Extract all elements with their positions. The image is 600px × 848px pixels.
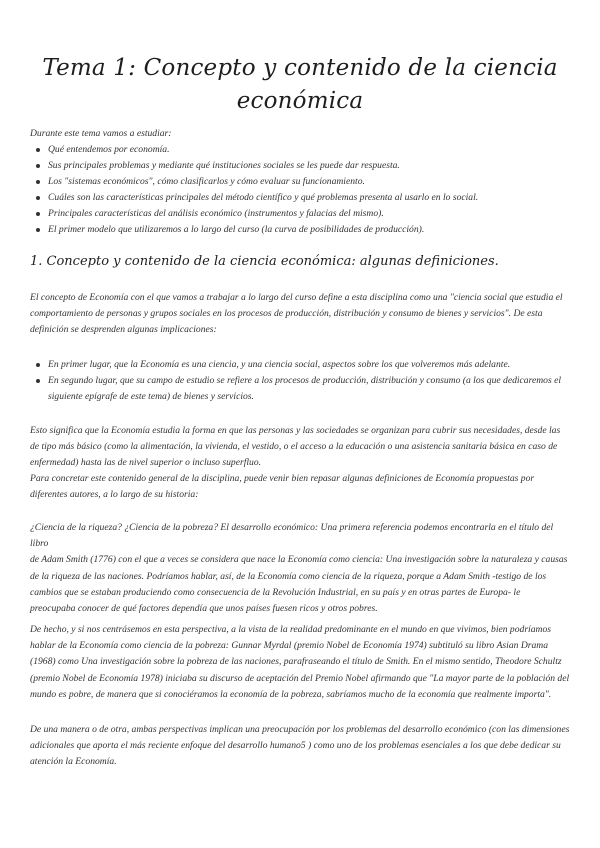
paragraph-line: cambios que se estaban produciendo como consecuencia de la Revolución Industrial, en su país y en otras partes de Europa- le	[30, 586, 521, 598]
list-item	[30, 206, 570, 222]
list-item-text: En segundo lugar, que su campo de estudio se refiere a los procesos de producción, distribución y consumo (a los que dedicaremos el	[48, 375, 562, 387]
paragraph-line: comportamiento de personas y grupos sociales en los procesos de producción, distribución y consumo de bienes y servicios". De esta	[30, 308, 543, 320]
paragraph-line: mundo es pobre, de manera que si conociéramos la economía de la pobreza, sabríamos mucho de la economía que realmente importa".	[30, 688, 552, 700]
title-line-2: económica	[236, 88, 364, 114]
list-item-text: En primer lugar, que la Economía es una ciencia, y una ciencia social, aspectos sobre los que volveremos más adelante.	[48, 359, 511, 370]
bullet-icon	[36, 148, 40, 152]
paragraph-line: El concepto de Economía con el que vamos a trabajar a lo largo del curso define a esta disciplina como una "ciencia social que estudia el	[30, 292, 563, 303]
list-item	[30, 373, 572, 405]
list-item-text: siguiente epígrafe de este tema) de bienes y servicios.	[48, 391, 254, 403]
bullet-icon	[36, 180, 40, 184]
paragraph-line: hablar de la Economía como ciencia de la pobreza: Gunnar Myrdal (premio Nobel de Economía 1974) subtituló su libro Asian Drama	[30, 640, 549, 652]
paragraph-line: (1968) como Una investigación sobre la pobreza de las naciones, parafraseando el título de Smith. En el mismo sentido, Theodore Schultz	[30, 656, 562, 668]
implications-list	[30, 357, 572, 406]
bullet-icon	[36, 228, 40, 232]
list-item-text: Cuáles son las características principales del método científico y qué problemas presenta al usarlo en lo social.	[48, 191, 479, 203]
paragraph-line: De hecho, y si nos centrásemos en esta perspectiva, a la vista de la realidad predominante en el mundo en que vivimos, bien podríamos	[30, 624, 551, 635]
title-line-1: Tema 1: Concepto y contenido de la ciencia	[42, 55, 558, 81]
concretar-paragraph	[30, 471, 572, 503]
list-item	[30, 158, 570, 174]
paragraph-line: definición se desprenden algunas implicaciones:	[30, 324, 217, 336]
paragraph-line: (premio Nobel de Economía 1978) iniciaba su discurso de aceptación del Premio Nobel afirmando que "La mayor parte de la población del	[30, 672, 570, 684]
list-item-text: Los "sistemas económicos", cómo clasificarlos y cómo evaluar su funcionamiento.	[48, 175, 365, 187]
paragraph-line: Esto significa que la Economía estudia la forma en que las personas y las sociedades se organizan para cubrir sus necesidades, desde las	[30, 425, 561, 436]
page-title	[30, 52, 570, 118]
list-item	[30, 357, 572, 373]
paragraph-line: de Adam Smith (1776) con el que a veces se considera que nace la Economía como ciencia: Una investigación sobre la naturaleza y causas	[30, 554, 568, 566]
definition-paragraph	[30, 290, 572, 339]
list-item	[30, 222, 570, 238]
list-item	[30, 142, 570, 158]
section-heading: 1. Concepto y contenido de la ciencia económica: algunas definiciones.	[30, 254, 499, 269]
list-item	[30, 174, 570, 190]
list-item-text: Qué entendemos por economía.	[48, 144, 170, 155]
paragraph-line: de tipo más básico (como la alimentación, la vivienda, el vestido, o el acceso a la educación o una asistencia sanitaria básica en caso de	[30, 441, 558, 453]
bullet-icon	[36, 379, 40, 383]
bullet-icon	[36, 212, 40, 216]
list-item-text: Sus principales problemas y mediante qué instituciones sociales se les puede dar respuesta.	[48, 159, 400, 171]
meaning-paragraph	[30, 423, 572, 472]
bullet-icon	[36, 363, 40, 367]
paragraph-line: preocupaba conocer de qué factores dependía que unos países fuesen ricos y otros pobres.	[30, 603, 378, 615]
paragraph-line: adicionales que aporta el más reciente enfoque del desarrollo humano5 ) como uno de los problemas esenciales a los que debe dedicar su	[30, 740, 561, 752]
paragraph-line: Para concretar este contenido general de la disciplina, puede venir bien repasar algunas definiciones de Economía propuestas por	[30, 473, 535, 484]
paragraph-line: ¿Ciencia de la riqueza? ¿Ciencia de la pobreza? El desarrollo económico: Una primera referencia podemos encontrarla en el título del libro	[30, 522, 554, 550]
paragraph-line: de la riqueza de las naciones. Podríamos hablar, así, de la Economía como ciencia de la riqueza, porque a Adam Smith -testigo de los	[30, 570, 547, 582]
riqueza-paragraph	[30, 520, 572, 617]
paragraph-line: atención la Economía.	[30, 756, 117, 768]
paragraph-line: diferentes autores, a lo largo de su historia:	[30, 489, 199, 501]
list-item	[30, 190, 570, 206]
intro-text: Durante este tema vamos a estudiar:	[30, 128, 172, 139]
hecho-paragraph	[30, 622, 572, 703]
intro-list	[30, 142, 570, 237]
paragraph-line: De una manera o de otra, ambas perspectivas implican una preocupación por los problemas del desarrollo económico (con las dimensiones	[30, 724, 570, 735]
paragraph-line: enfermedad) hasta las de nivel superior o incluso superfluo.	[30, 457, 262, 469]
bullet-icon	[36, 196, 40, 200]
list-item-text: El primer modelo que utilizaremos a lo largo del curso (la curva de posibilidades de producción).	[48, 223, 425, 235]
bullet-icon	[36, 164, 40, 168]
list-item-text: Principales características del análisis económico (instrumentos y falacias del mismo).	[48, 207, 384, 219]
manera-paragraph	[30, 722, 572, 771]
